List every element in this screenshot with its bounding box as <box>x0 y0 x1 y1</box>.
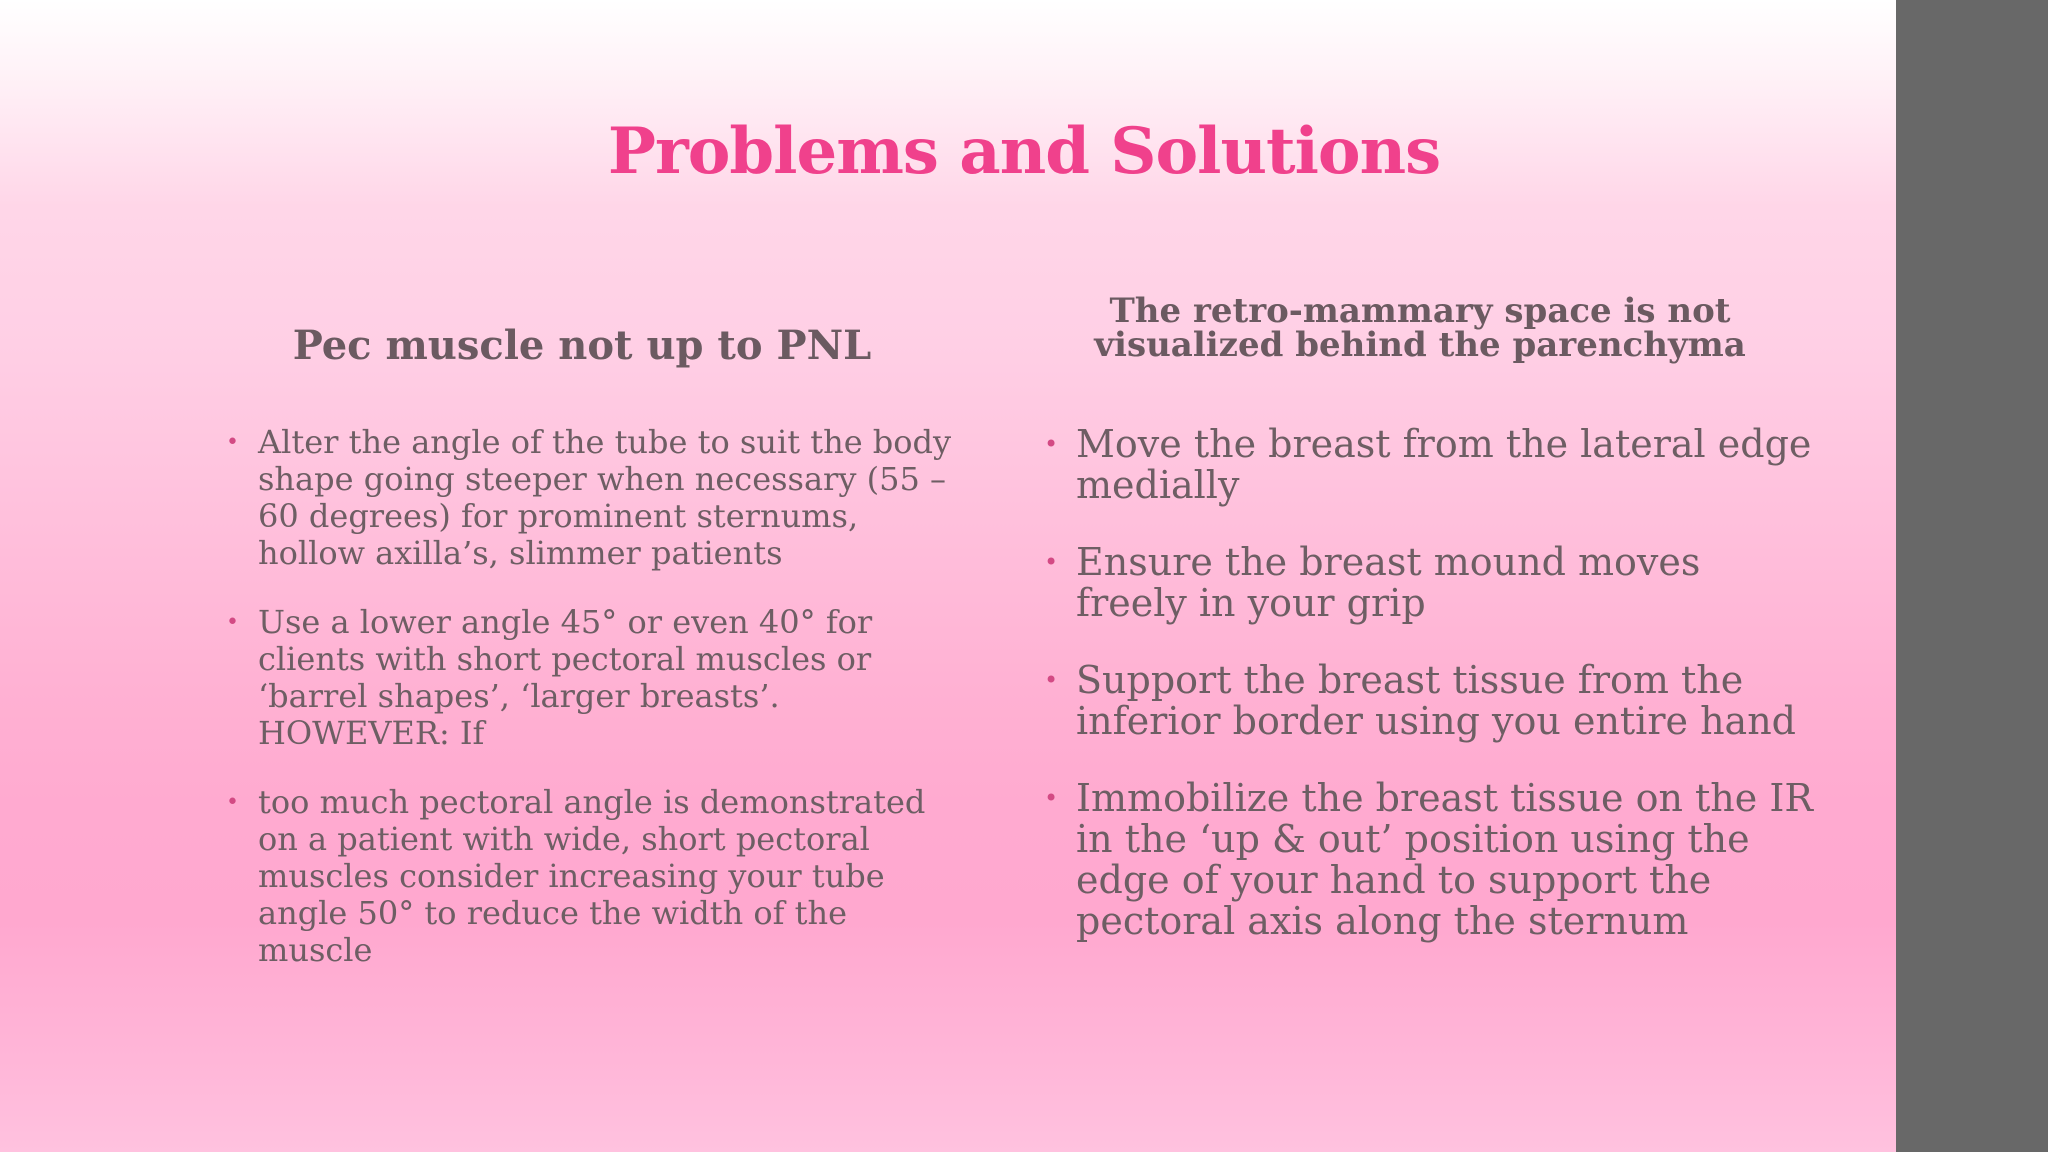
bullet-icon: • <box>226 610 239 635</box>
bullet-text: Support the breast tissue from the inferior border using you entire hand <box>1076 658 1796 743</box>
bullet-text: Ensure the breast mound moves freely in your grip <box>1076 540 1701 625</box>
list-item <box>1040 660 1820 742</box>
list-item <box>222 424 962 572</box>
left-column-heading: Pec muscle not up to PNL <box>292 322 872 369</box>
bullet-icon: • <box>1044 430 1059 458</box>
bullet-icon: • <box>1044 548 1059 576</box>
right-column-heading: The retro-mammary space is not visualized behind the parenchyma <box>1094 291 1746 365</box>
list-item <box>222 784 962 969</box>
bullet-icon: • <box>226 430 239 455</box>
slide-title: Problems and Solutions <box>607 114 1441 189</box>
list-item <box>1040 778 1820 942</box>
bullet-icon: • <box>226 790 239 815</box>
list-item <box>222 604 962 752</box>
bullet-text: too much pectoral angle is demonstrated on a patient with wide, short pectoral muscles consider increasing your tube angle 50° to reduce the width of the muscle <box>258 783 926 969</box>
left-bullet-list <box>222 424 962 1001</box>
bullet-icon: • <box>1044 784 1059 812</box>
bullet-text: Use a lower angle 45° or even 40° for clients with short pectoral muscles or ‘barrel shapes’, ‘larger breasts’. HOWEVER: If <box>258 603 873 752</box>
right-bullet-list <box>1040 424 1820 978</box>
list-item <box>1040 424 1820 506</box>
bullet-text: Alter the angle of the tube to suit the body shape going steeper when necessary (55 – 60 degrees) for prominent sternums, hollow axilla’s, slimmer patients <box>258 423 952 572</box>
bullet-text: Immobilize the breast tissue on the IR in the ‘up & out’ position using the edge of your hand to support the pectoral axis along the sternum <box>1076 776 1813 943</box>
list-item <box>1040 542 1820 624</box>
bullet-icon: • <box>1044 666 1059 694</box>
bullet-text: Move the breast from the lateral edge medially <box>1076 422 1812 507</box>
